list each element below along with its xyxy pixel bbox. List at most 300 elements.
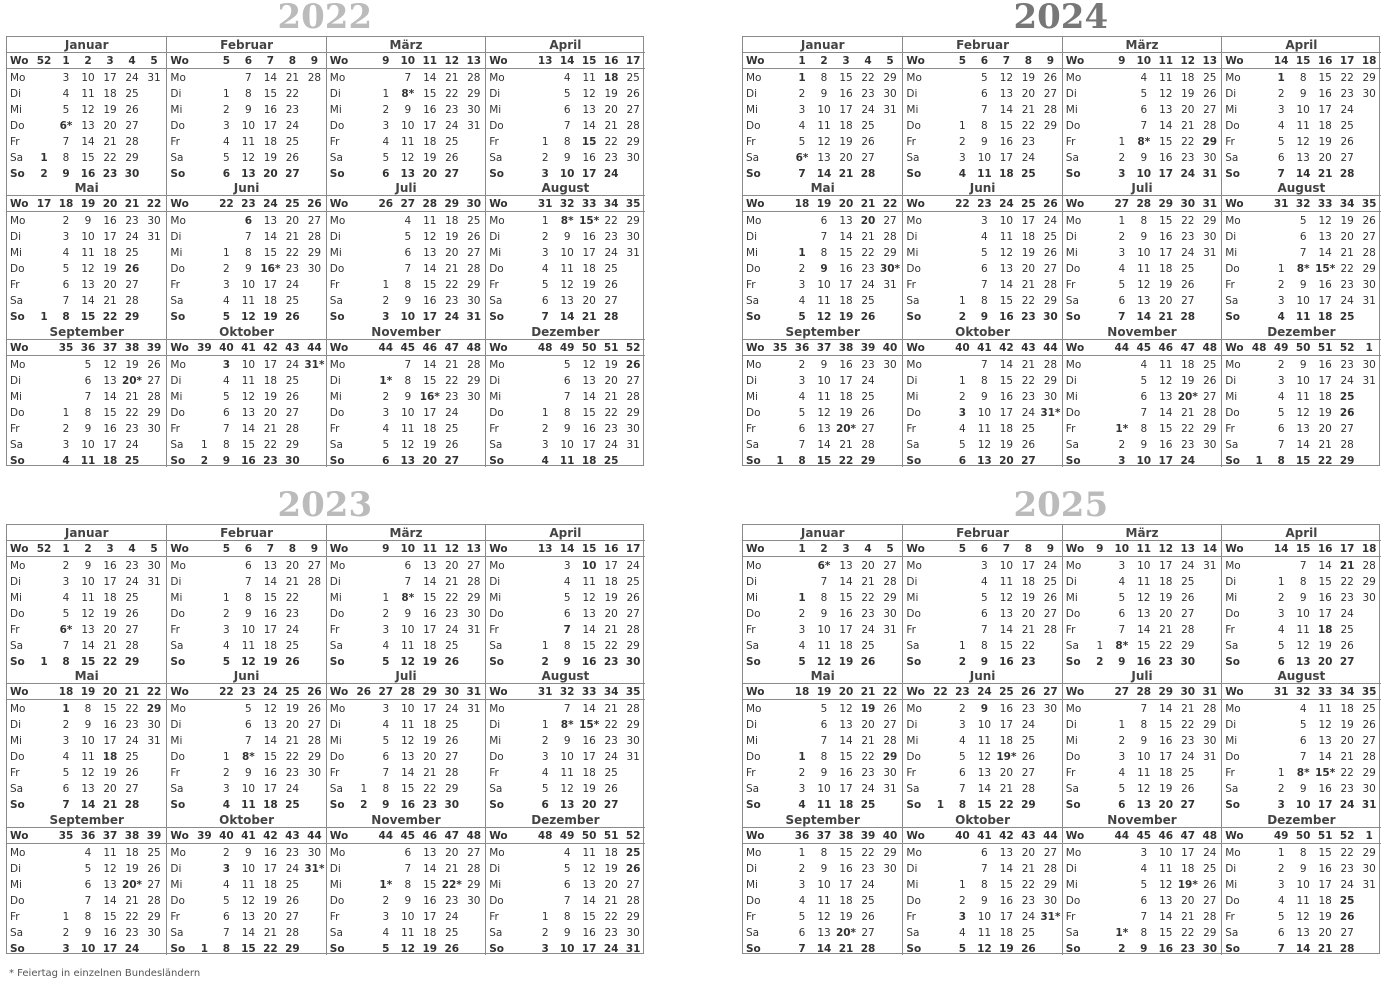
day-cell: 4 (223, 640, 230, 652)
day-cell: 3 (382, 120, 390, 132)
weekday-label: Fr (329, 624, 340, 636)
day-cell: 9 (404, 894, 412, 907)
weekday-label: Mo (1225, 846, 1241, 859)
day-cell: 20 (1318, 152, 1332, 164)
weekday-label: Mo (906, 215, 922, 228)
week-number: 29 (1158, 198, 1174, 211)
holiday-day: 18 (1317, 624, 1333, 636)
day-cell: 31 (626, 247, 640, 260)
day-cell: 4 (1118, 263, 1126, 276)
month-november (326, 812, 485, 955)
week-number: 39 (197, 829, 212, 842)
day-cell: 10 (401, 703, 415, 716)
day-cell: 6 (1118, 608, 1126, 620)
month-mai (743, 668, 902, 811)
month-märz (326, 37, 485, 180)
day-cell: 2 (958, 311, 967, 324)
day-cell: 6 (541, 799, 549, 812)
day-cell: 2 (223, 263, 230, 276)
week-number: 30 (1180, 198, 1196, 211)
weekday-label: Fr (170, 767, 180, 780)
week-label: Wo (906, 198, 925, 211)
day-cell: 2 (798, 88, 806, 100)
day-cell: 13 (1318, 231, 1332, 244)
day-cell: 20 (861, 560, 875, 572)
weekday-label: Sa (746, 783, 760, 796)
day-cell: 6 (382, 168, 390, 180)
week-number-row (486, 828, 644, 844)
weekday-label: Do (1225, 120, 1240, 132)
day-cell: 31 (625, 942, 641, 955)
day-cell: 24 (444, 311, 460, 324)
day-cell: 14 (1318, 560, 1332, 572)
holiday-day: 15* (579, 719, 600, 732)
day-cell: 9 (1299, 88, 1307, 100)
weekday-label: Fr (906, 910, 916, 923)
day-cell: 28 (1180, 311, 1196, 324)
week-number: 37 (102, 341, 118, 354)
day-cell: 13 (1159, 104, 1173, 116)
day-cell: 12 (1296, 136, 1310, 148)
day-cell: 29 (147, 406, 161, 419)
day-cell: 20 (422, 454, 438, 467)
day-cell: 14 (999, 862, 1014, 875)
day-cell: 19 (103, 263, 117, 276)
week-number: 16 (603, 543, 619, 555)
day-cell: 13 (1137, 608, 1151, 620)
month-april (485, 37, 644, 180)
week-number: 19 (80, 686, 96, 699)
day-cell: 28 (1021, 783, 1036, 796)
day-cell: 25 (445, 719, 459, 732)
holiday-day: 1* (1115, 422, 1129, 435)
day-cell: 27 (1180, 799, 1196, 812)
holiday-day: 6 (244, 215, 253, 228)
weekday-label: Mo (489, 703, 505, 716)
day-cell: 2 (1096, 656, 1104, 668)
day-cell: 29 (1043, 878, 1058, 891)
day-cell: 23 (861, 88, 875, 100)
day-cell: 16 (103, 422, 117, 435)
week-number: 4 (128, 55, 136, 67)
day-cell: 23 (1021, 703, 1036, 716)
weekday-label: Mi (906, 247, 919, 260)
week-number: 1 (798, 543, 806, 555)
day-cell: 31 (1203, 751, 1217, 764)
day-cell: 25 (1181, 576, 1195, 588)
week-number: 15 (1295, 543, 1311, 555)
day-cell: 22 (285, 751, 300, 764)
weekday-label: So (329, 799, 345, 812)
month-name: Januar (7, 37, 166, 53)
month-name: Februar (903, 525, 1061, 541)
day-cell: 20 (103, 279, 117, 292)
week-label: Wo (10, 55, 29, 67)
weekday-label: So (329, 168, 345, 180)
holiday-day: 8* (241, 751, 255, 764)
weekday-label: Fr (329, 910, 340, 923)
weekday-label: Do (329, 608, 345, 620)
week-number-row (167, 196, 325, 212)
day-cell: 15 (263, 592, 278, 604)
day-cell: 21 (604, 390, 618, 403)
holiday-day: 20 (860, 215, 876, 228)
day-cell: 17 (263, 358, 278, 371)
day-cell: 11 (1296, 120, 1310, 132)
day-cell: 24 (604, 438, 618, 451)
week-number: 20 (838, 198, 854, 211)
weekday-label: Fr (489, 279, 499, 292)
weekday-label: So (329, 942, 345, 955)
day-cell: 13 (81, 279, 95, 292)
day-cell: 23 (861, 608, 875, 620)
day-cell: 25 (124, 454, 140, 467)
day-cell: 9 (1299, 358, 1307, 371)
weekday-label: Mi (170, 878, 183, 891)
day-cell: 16 (582, 231, 596, 244)
day-cell: 16 (1159, 438, 1173, 451)
week-number: 44 (307, 341, 322, 354)
day-cell: 21 (1021, 862, 1036, 875)
week-number: 52 (625, 341, 641, 354)
day-cell: 17 (102, 942, 118, 955)
day-cell: 24 (285, 358, 300, 371)
day-cell: 19 (838, 656, 854, 668)
day-cell: 14 (817, 438, 831, 451)
weekday-label: Sa (746, 295, 760, 308)
week-number: 1 (798, 55, 806, 67)
holiday-day: 30* (879, 263, 901, 276)
day-cell: 24 (1340, 104, 1354, 116)
day-cell: 2 (1118, 231, 1126, 244)
day-cell: 22 (445, 592, 459, 604)
weekday-label: Sa (1065, 640, 1079, 652)
day-cell: 18 (839, 120, 853, 132)
day-cell: 27 (1181, 608, 1195, 620)
week-number: 6 (980, 543, 989, 555)
day-cell: 26 (861, 406, 875, 419)
day-cell: 25 (604, 767, 618, 780)
day-cell: 11 (1296, 624, 1310, 636)
day-cell: 6 (1299, 735, 1307, 748)
weekday-label: Mi (1065, 104, 1078, 116)
day-cell: 6 (1140, 894, 1148, 907)
holiday-day: 1 (62, 703, 70, 716)
day-cell: 28 (285, 422, 300, 435)
week-number: 22 (219, 686, 234, 699)
week-label: Wo (10, 543, 29, 555)
day-cell: 25 (1339, 311, 1355, 324)
day-cell: 25 (125, 751, 139, 764)
day-cell: 13 (817, 422, 831, 435)
day-cell: 24 (125, 72, 139, 84)
day-cell: 27 (444, 454, 460, 467)
day-cell: 18 (103, 88, 117, 100)
month-oktober (902, 812, 1061, 955)
day-cell: 1 (200, 942, 209, 955)
day-cell: 3 (382, 703, 390, 716)
day-cell: 31 (883, 624, 897, 636)
week-label: Wo (746, 829, 765, 842)
week-number: 11 (1136, 543, 1152, 555)
week-number: 21 (860, 198, 876, 211)
weekday-label: Mo (746, 703, 762, 716)
day-cell: 27 (626, 608, 640, 620)
day-cell: 14 (816, 168, 832, 180)
weekday-label: Sa (489, 783, 503, 796)
day-cell: 5 (981, 247, 988, 260)
day-cell: 7 (981, 358, 988, 371)
day-cell: 29 (1203, 215, 1217, 228)
week-number-row (903, 828, 1061, 844)
day-cell: 20 (285, 215, 300, 228)
day-cell: 27 (1021, 454, 1036, 467)
week-number-row (327, 828, 485, 844)
month-februar (902, 37, 1061, 180)
week-number: 18 (58, 198, 74, 211)
weekday-label: Do (489, 406, 504, 419)
day-cell: 4 (62, 247, 70, 260)
day-cell: 10 (401, 624, 415, 636)
day-cell: 27 (445, 751, 459, 764)
day-cell: 11 (1159, 358, 1173, 371)
day-cell: 11 (1318, 703, 1332, 716)
week-number: 9 (310, 543, 319, 555)
day-cell: 28 (307, 72, 322, 84)
week-number: 30 (444, 686, 460, 699)
day-cell: 30 (1362, 358, 1376, 371)
day-cell: 6 (223, 910, 230, 923)
day-cell: 7 (798, 942, 806, 955)
weekday-label: Mo (170, 72, 186, 84)
day-cell: 3 (1118, 454, 1126, 467)
day-cell: 6 (404, 247, 412, 260)
day-cell: 5 (62, 608, 70, 620)
day-cell: 26 (1043, 247, 1058, 260)
day-cell: 2 (959, 136, 966, 148)
day-cell: 17 (263, 279, 278, 292)
day-cell: 6 (245, 719, 252, 732)
day-cell: 26 (1181, 279, 1195, 292)
day-cell: 12 (263, 703, 278, 716)
day-cell: 15 (1137, 640, 1151, 652)
day-cell: 26 (285, 390, 300, 403)
week-number: 27 (400, 198, 416, 211)
week-label: Wo (1225, 829, 1244, 842)
day-cell: 22 (285, 592, 300, 604)
week-number: 3 (106, 55, 114, 67)
day-cell: 27 (125, 120, 139, 132)
day-cell: 10 (977, 406, 992, 419)
day-cell: 19 (839, 406, 853, 419)
day-cell: 15 (80, 311, 96, 324)
day-cell: 20 (103, 120, 117, 132)
day-cell: 6 (84, 878, 92, 891)
month-januar (7, 37, 166, 180)
day-cell: 22 (861, 72, 875, 84)
day-cell: 23 (604, 735, 618, 748)
day-cell: 24 (445, 406, 459, 419)
week-number: 1 (62, 543, 70, 555)
week-number: 31 (1202, 198, 1218, 211)
week-number: 6 (244, 543, 253, 555)
month-august (485, 180, 644, 323)
day-cell: 4 (798, 799, 806, 812)
week-label: Wo (489, 543, 508, 555)
day-cell: 16 (1159, 152, 1173, 164)
weekday-label: Mo (906, 703, 922, 716)
day-cell: 23 (125, 422, 139, 435)
day-cell: 24 (125, 231, 139, 244)
day-cell: 10 (1296, 608, 1310, 620)
month-august (1221, 668, 1380, 811)
day-cell: 13 (423, 247, 437, 260)
day-cell: 7 (1140, 703, 1148, 716)
week-number-row (486, 53, 644, 69)
day-cell: 1 (959, 878, 966, 891)
day-cell: 21 (263, 422, 278, 435)
day-cell: 6 (981, 88, 988, 100)
day-cell: 6 (1277, 152, 1285, 164)
week-number: 38 (838, 341, 854, 354)
day-cell: 25 (1021, 422, 1036, 435)
weekday-label: Mi (906, 878, 919, 891)
day-cell: 18 (263, 136, 278, 148)
week-number: 40 (955, 341, 970, 354)
day-cell: 26 (285, 656, 300, 668)
day-cell: 27 (1043, 846, 1058, 859)
day-cell: 13 (559, 799, 575, 812)
footnote: * Feiertag in einzelnen Bundesländern (9, 968, 201, 979)
day-cell: 22 (1317, 454, 1333, 467)
month-name: Dezember (1222, 812, 1380, 828)
day-cell: 4 (223, 295, 230, 308)
day-cell: 18 (1318, 390, 1332, 403)
day-cell: 19 (604, 358, 618, 371)
day-cell: 27 (626, 374, 640, 387)
day-cell: 9 (981, 390, 988, 403)
day-cell: 6 (820, 719, 828, 732)
month-juli (326, 180, 485, 323)
weekday-label: Di (1225, 719, 1237, 732)
day-cell: 8 (820, 247, 828, 260)
day-cell: 3 (62, 576, 70, 588)
day-cell: 9 (245, 104, 252, 116)
holiday-day: 10 (581, 560, 597, 572)
day-cell: 14 (999, 104, 1014, 116)
day-cell: 5 (223, 390, 230, 403)
day-cell: 19 (1318, 136, 1332, 148)
day-cell: 13 (977, 454, 992, 467)
weekday-label: Do (1065, 608, 1081, 620)
day-cell: 4 (798, 640, 806, 652)
day-cell: 16 (103, 560, 117, 572)
day-cell: 28 (1203, 120, 1217, 132)
day-cell: 4 (798, 295, 806, 308)
week-number: 42 (263, 341, 278, 354)
day-cell: 27 (603, 799, 619, 812)
day-cell: 2 (382, 390, 390, 403)
day-cell: 10 (977, 152, 992, 164)
day-cell: 11 (241, 374, 256, 387)
day-cell: 26 (467, 231, 481, 244)
week-number: 31 (466, 686, 482, 699)
holiday-day: 1 (798, 592, 806, 604)
week-number: 36 (80, 341, 96, 354)
weekday-label: Di (1225, 88, 1237, 100)
day-cell: 5 (1277, 640, 1285, 652)
week-number-row (7, 53, 166, 69)
weekday-label: Do (746, 894, 761, 907)
day-cell: 2 (959, 894, 966, 907)
day-cell: 25 (467, 215, 481, 228)
day-cell: 21 (1158, 311, 1174, 324)
weekday-label: Di (489, 231, 501, 244)
day-cell: 4 (563, 72, 571, 84)
weekday-label: Sa (1225, 152, 1239, 164)
month-mai (743, 180, 902, 323)
day-cell: 9 (404, 295, 412, 308)
day-cell: 20 (582, 295, 596, 308)
day-cell: 12 (1296, 910, 1310, 923)
weekday-label: So (10, 311, 25, 324)
weekday-label: Do (746, 608, 761, 620)
weekday-label: Mo (746, 846, 762, 859)
day-cell: 9 (1140, 438, 1148, 451)
day-cell: 6 (222, 168, 231, 180)
month-februar (902, 525, 1061, 668)
week-number: 39 (860, 829, 876, 842)
weekday-label: Do (489, 120, 504, 132)
week-number-row (167, 340, 325, 356)
week-number: 39 (146, 341, 162, 354)
day-cell: 18 (263, 878, 278, 891)
day-cell: 23 (604, 926, 618, 939)
holiday-day: 1 (1277, 72, 1285, 84)
day-cell: 11 (560, 767, 574, 780)
week-number: 44 (307, 829, 322, 842)
day-cell: 13 (817, 152, 831, 164)
day-cell: 9 (1140, 735, 1148, 748)
weekday-label: Do (329, 894, 345, 907)
day-cell: 20 (1181, 894, 1195, 907)
day-cell: 2 (959, 390, 966, 403)
day-cell: 5 (1140, 878, 1148, 891)
day-cell: 25 (1043, 231, 1058, 244)
day-cell: 31 (626, 438, 640, 451)
day-cell: 26 (604, 783, 618, 796)
day-cell: 15 (1295, 454, 1311, 467)
day-cell: 29 (1362, 576, 1376, 588)
weekday-label: Di (170, 88, 182, 100)
weekday-label: Mo (329, 358, 346, 371)
day-cell: 24 (285, 783, 300, 796)
day-cell: 14 (582, 390, 596, 403)
day-cell: 22 (1021, 640, 1036, 652)
weekday-label: Di (1065, 576, 1077, 588)
day-cell: 5 (798, 910, 806, 923)
day-cell: 3 (959, 152, 966, 164)
day-cell: 6 (563, 104, 571, 116)
day-cell: 10 (241, 358, 256, 371)
day-cell: 21 (861, 576, 875, 588)
day-cell: 7 (62, 799, 70, 812)
day-cell: 30 (1202, 942, 1218, 955)
week-label: Wo (906, 543, 925, 555)
weekday-label: Do (489, 751, 504, 764)
week-number: 26 (1021, 686, 1036, 699)
weekday-label: Di (489, 862, 501, 875)
